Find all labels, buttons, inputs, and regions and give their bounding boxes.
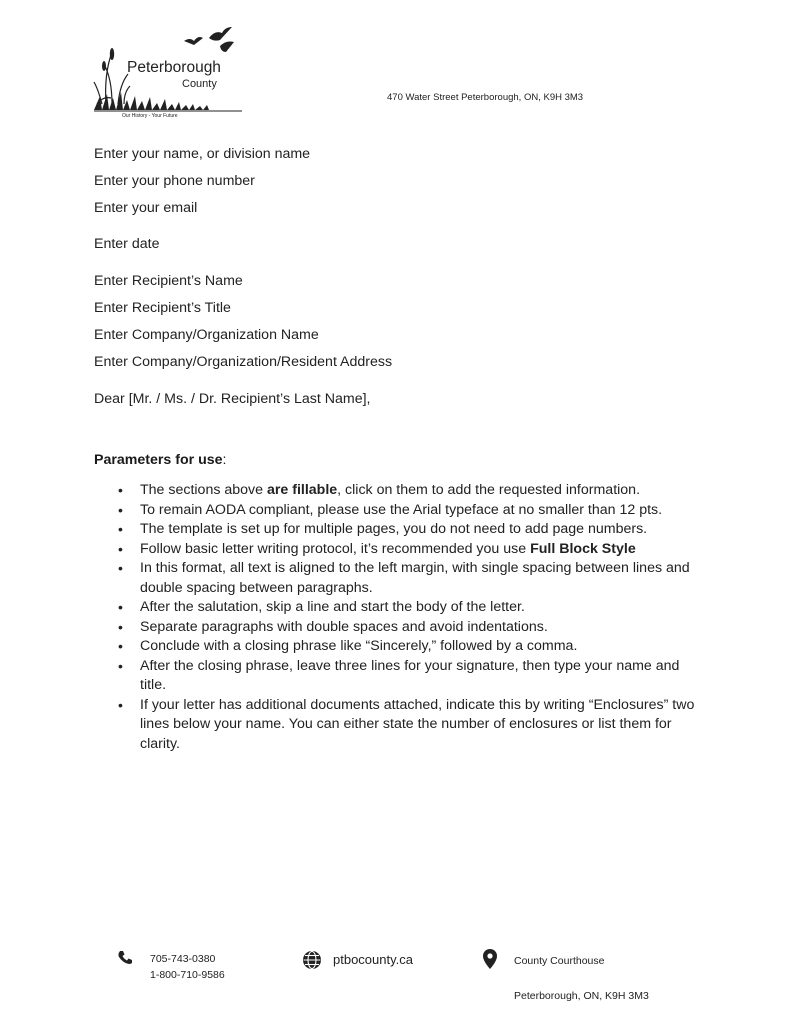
header-address: 470 Water Street Peterborough, ON, K9H 3M3 xyxy=(387,92,584,103)
date-field[interactable]: Enter date xyxy=(94,236,160,252)
recipient-name-field[interactable]: Enter Recipient’s Name xyxy=(94,273,243,289)
bullet-text: The sections above xyxy=(140,482,267,498)
logo-subtitle: County xyxy=(182,78,217,90)
footer-phone-1: 705-743-0380 xyxy=(150,953,216,965)
bullet-text: , click on them to add the requested information. xyxy=(337,482,641,498)
salutation-field[interactable]: Dear [Mr. / Ms. / Dr. Recipient’s Last Name], xyxy=(94,391,371,407)
footer-website-link[interactable]: ptbocounty.ca xyxy=(333,952,413,967)
recipient-title-field[interactable]: Enter Recipient’s Title xyxy=(94,300,231,316)
logo-name: Peterborough xyxy=(127,59,221,76)
bullet-bold-text: are fillable xyxy=(266,482,338,498)
list-item: • The template is set up for multiple pages, you do not need to add page numbers. xyxy=(118,520,708,540)
list-item: • In this format, all text is aligned to the left margin, with single spacing between lines and double spacing between paragraphs. xyxy=(118,559,708,598)
list-item: • If your letter has additional documents attached, indicate this by writing “Enclosures” two lines below your name. You can either state the number of enclosures or list them for clarity. xyxy=(118,696,708,755)
recipient-address-field[interactable]: Enter Company/Organization/Resident Address xyxy=(94,354,393,370)
county-logo xyxy=(92,24,262,124)
sender-email-field[interactable]: Enter your email xyxy=(94,200,198,216)
list-item xyxy=(118,540,708,560)
globe-icon xyxy=(302,950,322,970)
location-pin-icon xyxy=(482,949,498,969)
footer-phone-2: 1-800-710-9586 xyxy=(150,969,225,981)
list-item: • After the salutation, skip a line and start the body of the letter. xyxy=(118,598,708,618)
phone-icon xyxy=(117,950,133,966)
bullet-bold-text: Full Block Style xyxy=(530,540,636,557)
list-item: • Separate paragraphs with double spaces and avoid indentations. xyxy=(118,618,708,638)
sender-name-field[interactable]: Enter your name, or division name xyxy=(94,146,311,162)
recipient-company-field[interactable]: Enter Company/Organization Name xyxy=(94,327,319,343)
footer-location-2: Peterborough, ON, K9H 3M3 xyxy=(514,990,649,1002)
list-item xyxy=(118,481,708,501)
list-item: • Conclude with a closing phrase like “Sincerely,” followed by a comma. xyxy=(118,637,708,657)
parameters-heading xyxy=(94,452,227,468)
sender-phone-field[interactable]: Enter your phone number xyxy=(94,173,255,189)
parameters-heading-colon: : xyxy=(222,452,227,468)
footer-location-1: County Courthouse xyxy=(514,955,605,967)
logo-tagline: Our History - Your Future xyxy=(122,113,178,119)
parameters-list xyxy=(118,481,708,754)
bullet-text: Follow basic letter writing protocol, it’s recommended you use xyxy=(140,540,531,557)
list-item: • To remain AODA compliant, please use the Arial typeface at no smaller than 12 pts. xyxy=(118,501,708,521)
parameters-heading-text: Parameters for use xyxy=(94,452,223,468)
list-item: • After the closing phrase, leave three lines for your signature, then type your name and title. xyxy=(118,657,708,696)
